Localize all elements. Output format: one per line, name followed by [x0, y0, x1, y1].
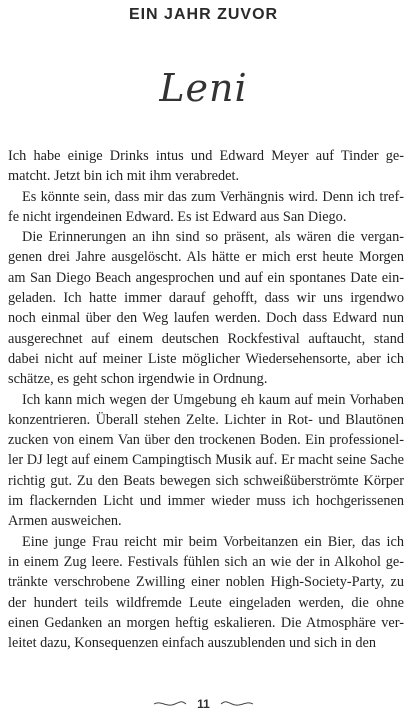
- running-header: EIN JAHR ZUVOR: [128, 6, 279, 23]
- text-line: fe nicht irgendeinen Edward. Es ist Edward aus San Diego.: [8, 208, 347, 225]
- text-line: schätze, es geht schon irgendwie in Ordnung.: [8, 371, 268, 388]
- paragraph: [8, 532, 404, 654]
- paragraph: [8, 227, 404, 389]
- text-line: ausgerechnet auf einem deutschen Rockfestival auftaucht, stand: [8, 330, 404, 347]
- left-ornament-icon: [153, 699, 187, 709]
- text-line: tränkte verschrobene Zwilling einer noblen High-Society-Party, zu: [8, 574, 404, 591]
- text-line: im flackernden Licht und immer wieder muss ich hochgerissenen: [8, 493, 404, 510]
- text-line: Die Erinnerungen an ihn sind so präsent, als wären die vergan-: [22, 229, 404, 246]
- page-footer: [0, 694, 407, 714]
- chapter-title: Leni: [159, 66, 248, 110]
- text-line: einen Gedanken an morgen heftig eskalieren. Die Atmosphäre ver-: [8, 614, 404, 631]
- text-line: matcht. Jetzt bin ich mit ihm verabredet.: [8, 168, 240, 185]
- text-line: Armen ausweichen.: [8, 513, 122, 530]
- text-line: ler DJ legt auf einem Campingtisch Musik auf. Er macht seine Sache: [8, 452, 404, 469]
- text-line: Es könnte sein, dass mir das zum Verhängnis wird. Denn ich tref-: [22, 188, 404, 205]
- text-line: noch einmal über den Weg laufen werden. Doch dass Edward nun: [8, 310, 404, 327]
- text-line: Ich habe einige Drinks intus und Edward Meyer auf Tinder ge-: [8, 148, 404, 164]
- text-line: leitet dazu, Konsequenzen einfach auszublenden und sich in den: [8, 635, 377, 652]
- paragraph: [8, 390, 404, 532]
- body-text: [8, 146, 404, 653]
- text-line: zucken von einem Van über den trockenen Boden. Ein professionel-: [8, 432, 404, 449]
- text-line: Eine junge Frau reicht mir beim Vorbeitanzen ein Bier, das ich: [22, 533, 404, 550]
- paragraph: [8, 187, 404, 228]
- text-line: der hundert teils wildfremde Leute eingeladen werden, die ohne: [8, 594, 404, 611]
- text-line: konzentrieren. Überall stehen Zelte. Lichter in Rot- und Blautönen: [8, 411, 404, 428]
- text-line: geladen. Ich hatte immer darauf gehofft, dass wir uns irgendwo: [8, 290, 404, 307]
- text-line: dabei nicht auf meiner Liste möglicher Wiedersehensorte, aber ich: [8, 350, 404, 367]
- text-line: am San Diego Beach angesprochen und auf ein spontanes Date ein-: [8, 269, 404, 286]
- text-line: Ich kann mich wegen der Umgebung eh kaum auf mein Vorhaben: [22, 391, 404, 408]
- page-number: 11: [197, 697, 210, 711]
- right-ornament-icon: [220, 699, 254, 709]
- text-line: richtig gut. Zu den Beats bewegen sich schweißüberströmte Körper: [8, 472, 404, 489]
- text-line: genen drei Jahre ausgelöscht. Als hätte er mich erst heute Morgen: [8, 249, 404, 266]
- text-line: in einem Zug leere. Festivals fühlen sich an wie der in Alkohol ge-: [8, 553, 404, 570]
- paragraph: [8, 146, 404, 187]
